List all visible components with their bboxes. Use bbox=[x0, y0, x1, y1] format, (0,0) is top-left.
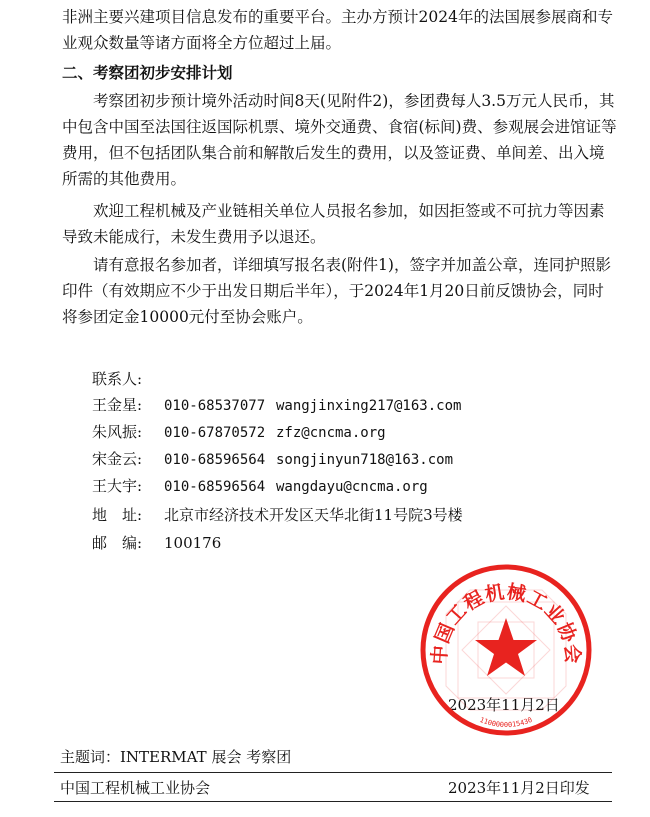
postcode-row bbox=[92, 530, 221, 556]
registration-instructions-paragraph: 请有意报名参加者，详细填写报名表(附件1)，签字并加盖公章，连同护照影印件（有效期应不少于出发日期后半年），于2024年1月20日前反馈协会，同时将参团定金10000元付至协会账户。 bbox=[62, 256, 611, 326]
contact-email: wangdayu@cncma.org bbox=[276, 479, 428, 495]
contact-email: songjinyun718@163.com bbox=[276, 452, 454, 468]
intro-paragraph: 非洲主要兴建项目信息发布的重要平台。主办方预计2024年的法国展参展商和专业观众数量等诸方面将全方位超过上届。 bbox=[62, 8, 613, 52]
seal-serial: 1100000015430 bbox=[478, 715, 534, 730]
contact-phone: 010-68537077 bbox=[164, 398, 266, 414]
contact-row bbox=[92, 419, 386, 446]
contact-phone: 010-67870572 bbox=[164, 425, 266, 441]
address-row bbox=[92, 502, 463, 528]
contact-name: 宋金云: bbox=[92, 450, 143, 468]
seal-star-icon bbox=[475, 618, 537, 676]
contact-email: wangjinxing217@163.com bbox=[276, 398, 462, 414]
signature-date: 2023年11月2日 bbox=[448, 696, 560, 714]
postcode-value: 100176 bbox=[164, 534, 222, 552]
footer-rule-top bbox=[54, 772, 612, 773]
seal-text: 中国工程机械工业协会 bbox=[428, 581, 584, 666]
section-heading: 二、考察团初步安排计划 bbox=[62, 64, 233, 82]
footer-rule-bottom bbox=[54, 801, 612, 802]
contacts-label: 联系人: bbox=[92, 370, 143, 388]
postcode-label: 邮 编: bbox=[92, 534, 143, 552]
address-value: 北京市经济技术开发区天华北街11号院3号楼 bbox=[164, 506, 463, 524]
contact-email: zfz@cncma.org bbox=[276, 425, 386, 441]
contact-phone: 010-68596564 bbox=[164, 452, 266, 468]
contact-name: 王金星: bbox=[92, 396, 143, 414]
svg-text:1100000015430 bbox=[479, 716, 534, 729]
itinerary-paragraph: 考察团初步预计境外活动时间8天(见附件2)，参团费每人3.5万元人民币，其中包含中国至法国往返国际机票、境外交通费、食宿(标间)费、参观展会进馆证等费用，但不包括团队集合前和解散后发生的费用，以及签证费、单间差、出入境所需的其他费用。 bbox=[62, 92, 617, 188]
official-seal bbox=[418, 562, 594, 738]
contact-row bbox=[92, 446, 453, 473]
contact-name: 朱风振: bbox=[92, 423, 143, 441]
subject-keywords: 主题词：INTERMAT 展会 考察团 bbox=[60, 748, 292, 766]
contact-name: 王大宇: bbox=[92, 477, 143, 495]
contact-phone: 010-68596564 bbox=[164, 479, 266, 495]
contact-row bbox=[92, 473, 428, 500]
registration-welcome-paragraph: 欢迎工程机械及产业链相关单位人员报名参加，如因拒签或不可抗力等因素导致未能成行，未发生费用予以退还。 bbox=[62, 202, 605, 246]
contact-row bbox=[92, 392, 461, 419]
address-label: 地 址: bbox=[92, 506, 143, 524]
issuer-name: 中国工程机械工业协会 bbox=[60, 779, 211, 797]
issue-date: 2023年11月2日印发 bbox=[448, 779, 590, 797]
